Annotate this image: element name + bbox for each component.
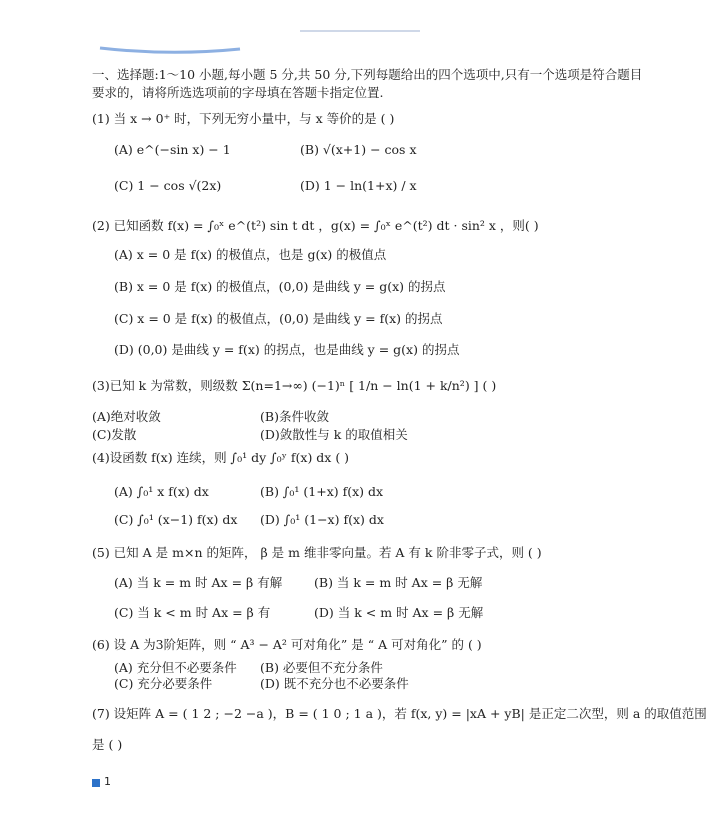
question-5-stem: (5) 已知 A 是 m×n 的矩阵， β 是 m 维非零向量。若 A 有 k 阶非零子式，则 ( ) (92, 545, 542, 560)
question-5-option-c: (C) 当 k < m 时 Ax = β 有 (114, 605, 271, 620)
question-3-option-c: (C)发散 (92, 427, 137, 442)
question-2-option-d: (D) (0,0) 是曲线 y = f(x) 的拐点，也是曲线 y = g(x) 的拐点 (114, 342, 460, 357)
question-5-option-d: (D) 当 k < m 时 Ax = β 无解 (314, 605, 484, 620)
question-1-option-b: (B) √(x+1) − cos x (300, 142, 417, 157)
question-2-stem: (2) 已知函数 f(x) = ∫₀ˣ e^(t²) sin t dt ，g(x) = ∫₀ˣ e^(t²) dt · sin² x ，则( ) (92, 218, 539, 233)
question-2-option-a: (A) x = 0 是 f(x) 的极值点，也是 g(x) 的极值点 (114, 247, 387, 262)
question-3-option-a: (A)绝对收敛 (92, 409, 161, 424)
question-6-option-b: (B) 必要但不充分条件 (260, 660, 383, 675)
question-1-option-c: (C) 1 − cos √(2x) (114, 178, 222, 193)
question-7-stem: (7) 设矩阵 A = ( 1 2 ; −2 −a )，B = ( 1 0 ; 1 a )，若 f(x, y) = |xA + yB| 是正定二次型，则 a 的取值范围 (92, 706, 707, 721)
top-decoration-line (300, 30, 420, 32)
question-7-stem-continued: 是 ( ) (92, 737, 123, 752)
question-2-option-b: (B) x = 0 是 f(x) 的极值点，(0,0) 是曲线 y = g(x) 的拐点 (114, 279, 446, 294)
question-4-option-a: (A) ∫₀¹ x f(x) dx (114, 484, 209, 499)
question-3-option-b: (B)条件收敛 (260, 409, 329, 424)
question-6-option-c: (C) 充分必要条件 (114, 676, 213, 691)
section-header-line-1: 一、选择题:1～10 小题,每小题 5 分,共 50 分,下列每题给出的四个选项中,只有一个选项是符合题目 (92, 67, 643, 82)
question-1-option-a: (A) e^(−sin x) − 1 (114, 142, 231, 157)
question-3-option-d: (D)敛散性与 k 的取值相关 (260, 427, 408, 442)
question-4-option-d: (D) ∫₀¹ (1−x) f(x) dx (260, 512, 384, 527)
question-5-option-a: (A) 当 k = m 时 Ax = β 有解 (114, 575, 283, 590)
question-6-option-a: (A) 充分但不必要条件 (114, 660, 237, 675)
question-5-option-b: (B) 当 k = m 时 Ax = β 无解 (314, 575, 483, 590)
question-1-stem: (1) 当 x → 0⁺ 时，下列无穷小量中，与 x 等价的是 ( ) (92, 111, 395, 126)
question-3-stem: (3)已知 k 为常数，则级数 Σ(n=1→∞) (−1)ⁿ [ 1/n − ln(1 + k/n²) ] ( ) (92, 378, 497, 393)
page-number: 1 (104, 775, 111, 788)
question-1-option-d: (D) 1 − ln(1+x) / x (300, 178, 417, 193)
question-6-stem: (6) 设 A 为3阶矩阵，则 “ A³ − A² 可对角化” 是 “ A 可对角化” 的 ( ) (92, 637, 482, 652)
question-4-option-b: (B) ∫₀¹ (1+x) f(x) dx (260, 484, 384, 499)
question-4-stem: (4)设函数 f(x) 连续，则 ∫₀¹ dy ∫₀ʸ f(x) dx ( ) (92, 450, 350, 465)
question-6-option-d: (D) 既不充分也不必要条件 (260, 676, 409, 691)
page-marker-square (92, 779, 100, 787)
question-2-option-c: (C) x = 0 是 f(x) 的极值点，(0,0) 是曲线 y = f(x) 的拐点 (114, 311, 443, 326)
question-4-option-c: (C) ∫₀¹ (x−1) f(x) dx (114, 512, 238, 527)
section-header-line-2: 要求的，请将所选选项前的字母填在答题卡指定位置. (92, 85, 384, 100)
top-decoration-swoosh (100, 44, 240, 54)
